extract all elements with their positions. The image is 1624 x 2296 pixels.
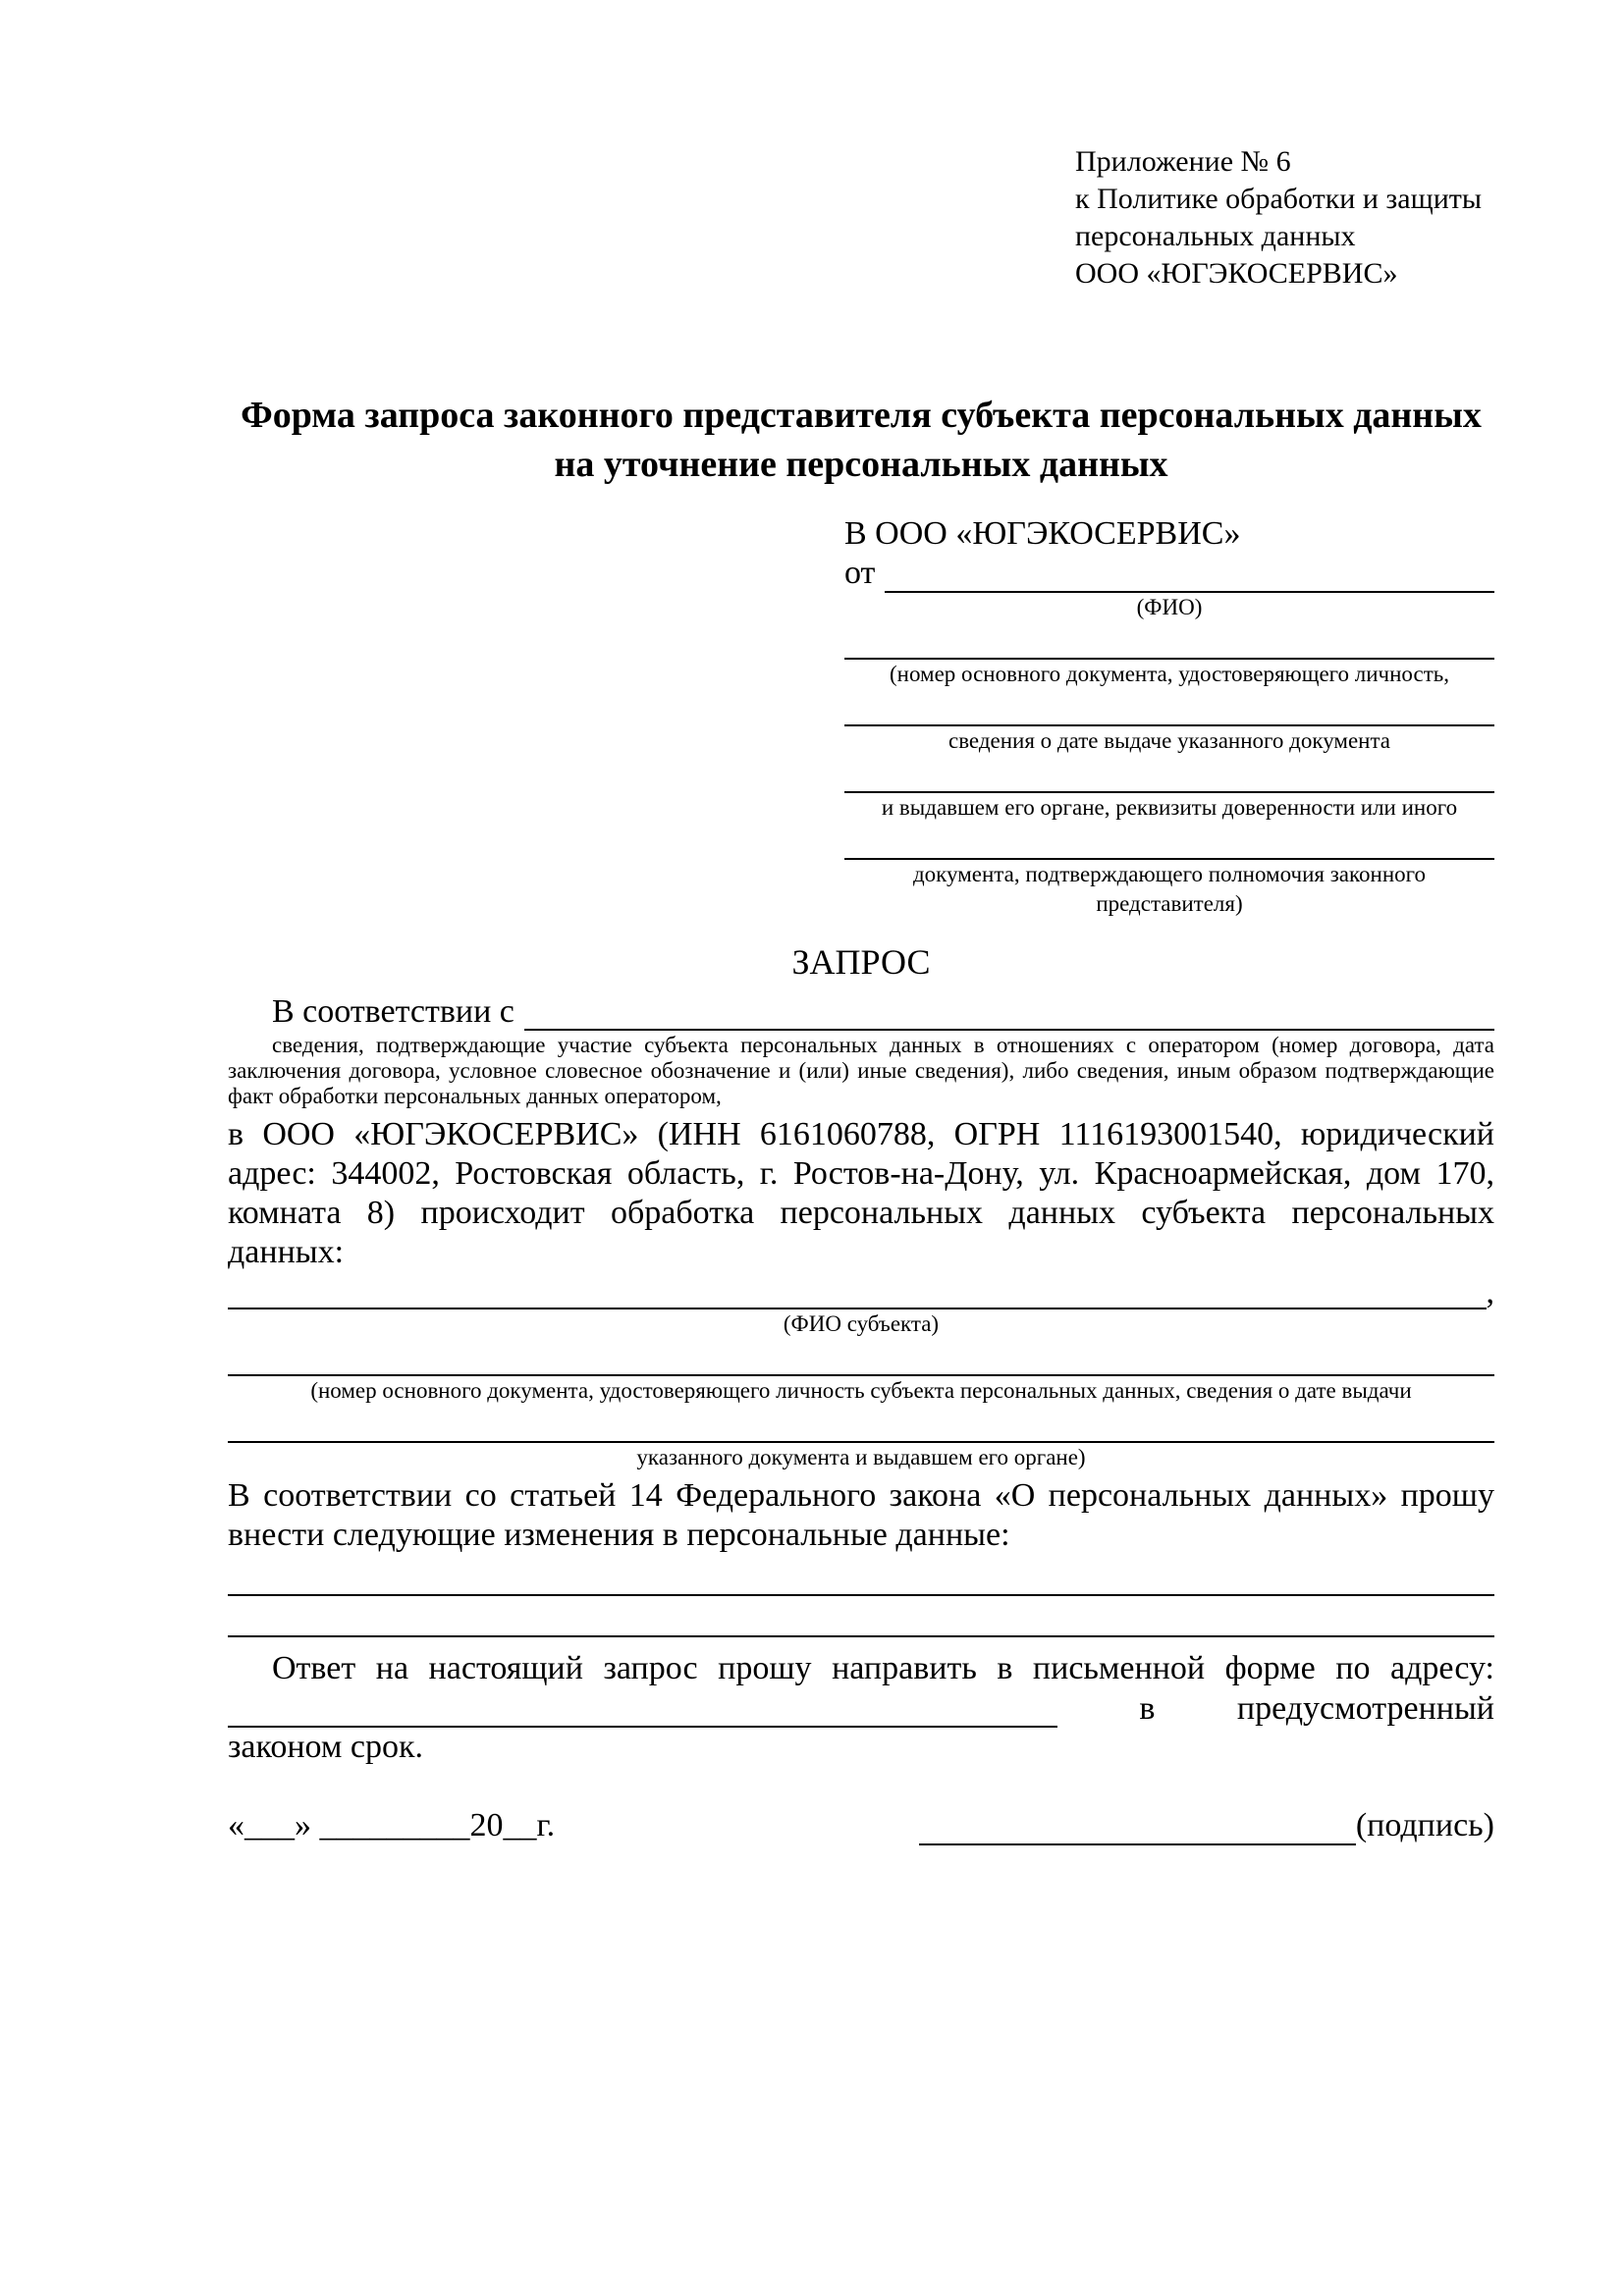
addressee-to: В ООО «ЮГЭКОСЕРВИС» — [844, 515, 1241, 552]
accordance-field — [228, 988, 1494, 1031]
subject-fio-caption: (ФИО субъекта) — [783, 1311, 940, 1336]
appendix-note — [1075, 143, 1494, 293]
document-number-write-line — [844, 622, 1494, 660]
field-caption: сведения о дате выдаче указанного документа — [947, 728, 1391, 753]
statement-paragraph: В соответствии со статьей 14 Федерального закона «О персональных данных» прошу внести следующие изменения в персональные данные: — [228, 1477, 1494, 1553]
answer-word: в — [1139, 1690, 1156, 1727]
page-title — [228, 391, 1494, 489]
subject-document-caption-2: указанного документа и выдавшем его органе) — [636, 1445, 1086, 1469]
accordance-footnote: сведения, подтверждающие участие субъекта персональных данных в отношениях с оператором (номер договора, дата заключения договора, условное словесное обозначение и (или) иные сведения), либо сведения, иным образом подтверждающие факт обработки персональных данных оператором, — [228, 1033, 1494, 1108]
page-title-line: на уточнение персональных данных — [554, 444, 1168, 485]
appendix-line: к Политике обработки и защиты — [1075, 183, 1483, 215]
signature-write-line — [919, 1810, 1356, 1845]
fio-write-line — [885, 558, 1494, 593]
subject-fio-write-line — [228, 1272, 1487, 1309]
fio-caption: (ФИО) — [1136, 595, 1203, 619]
answer-paragraph-intro: Ответ на настоящий запрос прошу направить в письменной форме по адресу: — [272, 1650, 1494, 1686]
request-heading: ЗАПРОС — [791, 942, 931, 982]
subject-fio-field — [228, 1272, 1494, 1309]
accordance-label: В соответствии с — [272, 993, 514, 1030]
changes-write-line-1 — [228, 1555, 1494, 1596]
field-caption: (номер основного документа, удостоверяющего личность, — [889, 662, 1449, 686]
address-write-line — [228, 1692, 1057, 1728]
authority-document-write-line — [844, 823, 1494, 860]
accordance-write-line — [524, 993, 1494, 1031]
date-blank: «___» _________20__г. — [228, 1807, 556, 1843]
trailing-comma: , — [1486, 1274, 1494, 1310]
operator-paragraph: в ООО «ЮГЭКОСЕРВИС» (ИНН 6161060788, ОГРН 1116193001540, юридический адрес: 344002, Ростовская область, г. Ростов-на-Дону, ул. Красноармейская, дом 170, комната 8) происходит обработка персональных данных субъекта персональных данных: — [228, 1116, 1494, 1270]
subject-document-write-line-2 — [228, 1406, 1494, 1443]
subject-document-write-line — [228, 1339, 1494, 1376]
appendix-line: персональных данных — [1075, 220, 1356, 252]
signature-caption: (подпись) — [1355, 1807, 1494, 1843]
field-caption: документа, подтверждающего полномочия законного представителя) — [912, 862, 1426, 916]
answer-paragraph-tail: законом срок. — [228, 1729, 423, 1765]
answer-word: предусмотренный — [1236, 1690, 1494, 1727]
field-caption: и выдавшем его органе, реквизиты доверенности или иного — [881, 795, 1458, 820]
from-field — [844, 554, 1494, 593]
appendix-line: ООО «ЮГЭКОСЕРВИС» — [1075, 257, 1398, 290]
issue-date-write-line — [844, 689, 1494, 726]
signature-row — [228, 1806, 1494, 1845]
addressee-block — [844, 514, 1494, 919]
subject-document-caption: (номер основного документа, удостоверяющего личность субъекта персональных данных, сведения о дате выдачи — [310, 1378, 1412, 1403]
appendix-line: Приложение № 6 — [1075, 145, 1291, 178]
from-label: от — [844, 555, 876, 591]
answer-address-field — [228, 1688, 1494, 1728]
issuing-authority-write-line — [844, 756, 1494, 793]
page-title-line: Форма запроса законного представителя субъекта персональных данных — [241, 395, 1482, 436]
document-content — [228, 0, 1494, 1845]
changes-write-line-2 — [228, 1596, 1494, 1637]
